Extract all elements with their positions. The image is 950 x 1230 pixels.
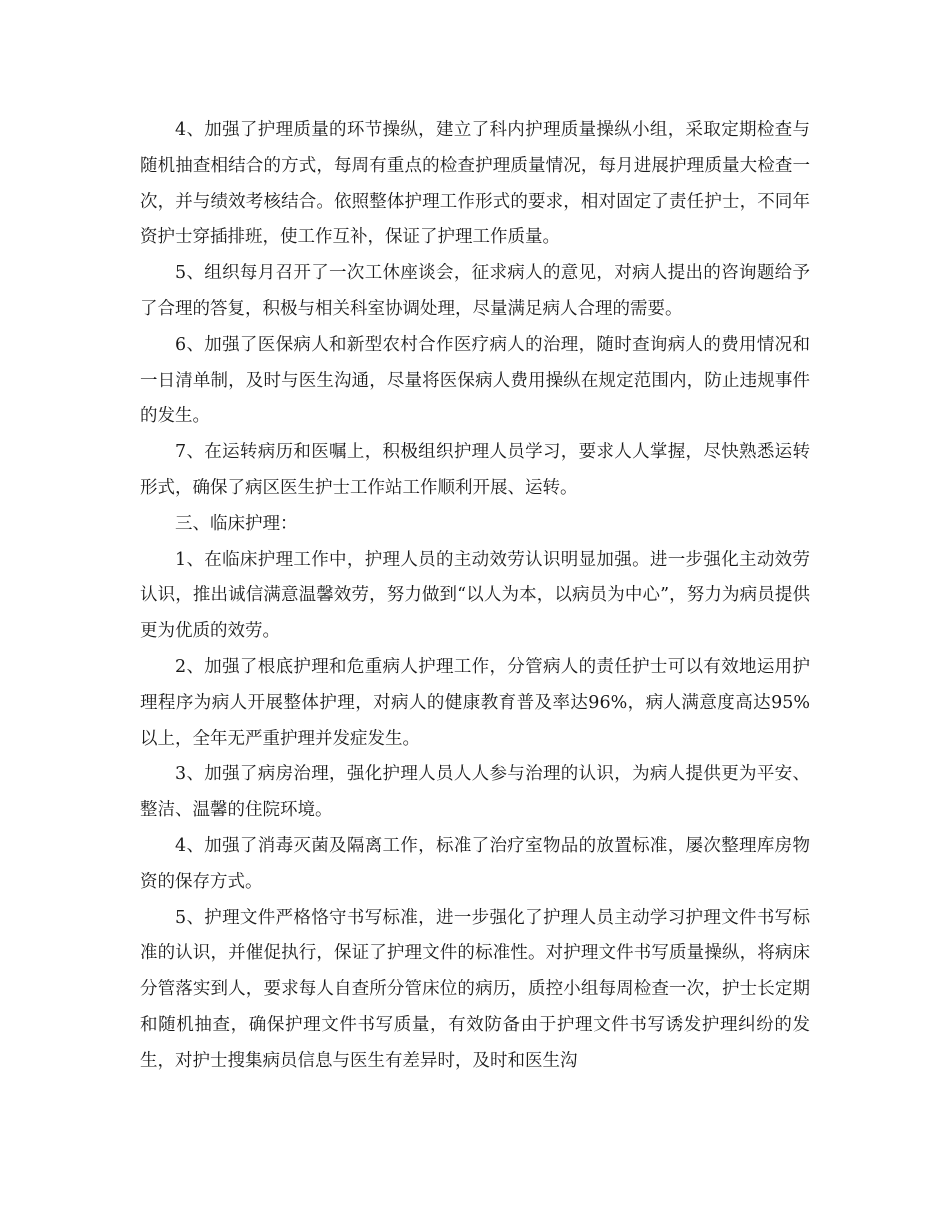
paragraph-patient-forum: 5、组织每月召开了一次工休座谈会，征求病人的意见，对病人提出的咨询题给予了合理的答复，积极与相关科室协调处理，尽量满足病人合理的需要。 [140, 263, 810, 319]
paragraph-ward-management: 3、加强了病房治理，强化护理人员人人参与治理的认识，为病人提供更为平安、整洁、温馨的住院环境。 [140, 764, 810, 821]
section-heading-clinical-nursing: 三、临床护理： [175, 513, 298, 534]
paragraph-service-awareness: 1、在临床护理工作中，护理人员的主动效劳认识明显加强。进一步强化主动效劳认识，推出诚信满意温馨效劳，努力做到“以人为本，以病员为中心”，努力为病员提供更为优质的效劳。 [140, 549, 810, 642]
paragraph-disinfection: 4、加强了消毒灭菌及隔离工作，标准了治疗室物品的放置标准，屡次整理库房物资的保存方式。 [140, 835, 810, 892]
document-body [140, 113, 810, 1080]
paragraph-insurance-management: 6、加强了医保病人和新型农村合作医疗病人的治理，随时查询病人的费用情况和一日清单制，及时与医生沟通，尽量将医保病人费用操纵在规定范围内，防止违规事件的发生。 [140, 334, 810, 427]
paragraph-nursing-documents: 5、护理文件严格恪守书写标准，进一步强化了护理人员主动学习护理文件书写标准的认识，并催促执行，保证了护理文件的标准性。对护理文件书写质量操纵，将病床分管落实到人，要求每人自查所分管床位的病历，质控小组每周检查一次，护士长定期和随机抽查，确保护理文件书写质量，有效防备由于护理文件书写诱发护理纠纷的发生，对护士搜集病员信息与医生有差异时，及时和医生沟 [140, 907, 810, 1071]
paragraph-medical-records: 7、在运转病历和医嘱上，积极组织护理人员学习，要求人人掌握，尽快熟悉运转形式，确保了病区医生护士工作站工作顺利开展、运转。 [140, 442, 810, 498]
paragraph-quality-control: 4、加强了护理质量的环节操纵，建立了科内护理质量操纵小组，采取定期检查与随机抽查相结合的方式，每周有重点的检查护理质量情况，每月进展护理质量大检查一次，并与绩效考核结合。依照整体护理工作形式的要求，相对固定了责任护士，不同年资护士穿插排班，使工作互补，保证了护理工作质量。 [140, 120, 810, 248]
paragraph-basic-nursing: 2、加强了根底护理和危重病人护理工作，分管病人的责任护士可以有效地运用护理程序为病人开展整体护理，对病人的健康教育普及率达96%，病人满意度高达95%以上，全年无严重护理并发症发生。 [140, 656, 810, 749]
